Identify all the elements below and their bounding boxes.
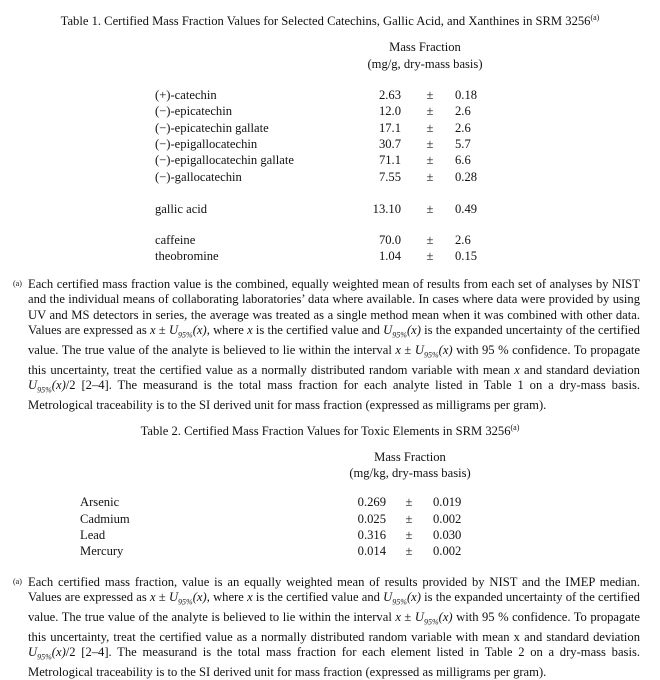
footnote-text (193, 590, 207, 604)
table-1-title-text: Table 1. Certified Mass Fraction Values for Selected Catechins, Gallic Acid, and Xanthines in SRM 3256 (60, 14, 591, 28)
footnote-text-segment: is the expanded uncertainty of the certified value. The true value of the analyte is believed to lie within the interval (28, 322, 640, 357)
footnote-text (28, 378, 640, 412)
footnote-text (253, 590, 384, 604)
table-2-header-line2: (mg/kg, dry-mass basis) (349, 466, 471, 480)
footnote-text-segment: (x) (438, 342, 453, 357)
footnote-text (28, 645, 52, 662)
footnote-text-segment: U (28, 645, 38, 660)
footnote-text-segment: (x) (406, 590, 421, 605)
footnote-text-segment: , where (206, 322, 248, 337)
table-1-header-line2: (mg/g, dry-mass basis) (367, 57, 483, 71)
footnote-text-segment: /2 [2–4]. The measurand is the total mass fraction for each analyte listed in Table 1 on a dry-mass basis. Metrological traceability is to the SI derived unit for mass fraction (expressed as milligrams per gram). (28, 377, 640, 412)
row-value: 0.025 (357, 512, 386, 526)
footnote-text-segment: /2 [2–4]. The measurand is the total mass fraction for each element listed in Table 2 on a dry-mass basis. Metrological traceability is to the SI derived unit for mass fraction (expressed as milligrams per gram). (28, 645, 640, 680)
footnote-text-segment: , where (206, 590, 248, 605)
row-uncertainty: 0.019 (433, 495, 462, 509)
footnote-text-segment: x (514, 362, 520, 377)
row-name: caffeine (155, 233, 196, 247)
footnote-text-segment: U (383, 590, 393, 605)
row-uncertainty: 0.002 (433, 544, 462, 558)
footnote-text-segment: and standard deviation (519, 362, 640, 377)
footnote-text (52, 378, 66, 392)
footnote-marker: (a) (510, 423, 520, 432)
footnote-text-segment: ± (400, 610, 415, 625)
footnote-text-segment: ± (155, 322, 169, 337)
table-1-title (0, 10, 660, 29)
row-uncertainty: 2.6 (455, 233, 471, 247)
row-uncertainty: 0.28 (455, 170, 478, 184)
plus-minus-sign: ± (426, 249, 434, 263)
plus-minus-sign: ± (426, 137, 434, 151)
plus-minus-sign: ± (426, 153, 434, 167)
footnote-text (28, 645, 640, 679)
row-value: 0.269 (357, 495, 386, 509)
table-2-title-text: Table 2. Certified Mass Fraction Values for Toxic Elements in SRM 3256 (140, 424, 511, 438)
footnote-text-segment: x (247, 590, 253, 605)
footnote-marker: (a) (13, 279, 22, 288)
footnote-text-segment: (x) (192, 590, 207, 605)
row-name: theobromine (155, 249, 219, 263)
row-uncertainty: 6.6 (455, 153, 471, 167)
subscript: 95% (37, 385, 52, 395)
footnote-text-segment: (x) (51, 645, 66, 660)
row-name: Mercury (80, 544, 124, 558)
footnote-text-segment: x (149, 322, 156, 337)
subscript: 95% (423, 350, 439, 360)
row-uncertainty: 0.49 (455, 202, 478, 216)
footnote-text-segment: ± (400, 342, 415, 357)
row-name: Cadmium (80, 512, 130, 526)
plus-minus-sign: ± (426, 170, 434, 184)
footnote-text-segment: ± (155, 590, 169, 605)
footnote-text (156, 590, 169, 604)
subscript: 95% (392, 330, 407, 340)
row-value: 13.10 (372, 202, 401, 216)
footnote-text (401, 610, 415, 624)
row-value: 0.316 (357, 528, 386, 542)
footnote-text (168, 322, 193, 340)
row-value: 71.1 (378, 153, 401, 167)
footnote-text-segment: Each certified mass fraction value is the combined, equally weighted mean of results from each set of analyses by NIST and the individual means of collaborating laboratories’ data where available. In cases where data were provided by using UV and MS detectors in series, the average was treated as a single method mean when it was combined with other data. Values are expressed as (28, 277, 640, 337)
footnote-text-segment: U (168, 322, 179, 337)
footnote-text-segment: U (414, 342, 424, 357)
row-value: 70.0 (378, 233, 401, 247)
footnote-text (401, 343, 415, 357)
footnote-text-segment: U (383, 322, 393, 337)
footnote-text-segment: with 95 % confidence. To propagate this uncertainty, treat the certified value as a normally distributed random variable with mean x and standard deviation (28, 610, 640, 644)
footnote-text-segment: x (247, 322, 253, 337)
plus-minus-sign: ± (426, 88, 434, 102)
row-uncertainty: 0.18 (455, 88, 478, 102)
table-2-title (0, 420, 660, 439)
plus-minus-sign: ± (405, 495, 413, 509)
footnote-text-segment: Each certified mass fraction, value is an equally weighted mean of results provided by NIST and the IMEP median. Values are expressed as (28, 575, 640, 605)
plus-minus-sign: ± (405, 528, 413, 542)
row-name: (−)-epigallocatechin (155, 137, 258, 151)
footnote-text-segment: U (414, 610, 424, 625)
footnote-text (207, 590, 247, 604)
footnote-text (52, 645, 66, 659)
row-name: (−)-epigallocatechin gallate (155, 153, 294, 167)
footnote-text-segment: U (168, 590, 179, 605)
row-value: 1.04 (378, 249, 401, 263)
footnote-text (193, 323, 207, 337)
subscript: 95% (423, 617, 439, 627)
footnote-text-segment: U (28, 377, 38, 392)
footnote-text-segment: x (395, 610, 401, 625)
footnote-text (168, 590, 193, 607)
footnote-text-segment: (x) (192, 322, 207, 337)
subscript: 95% (392, 597, 407, 607)
subscript: 95% (37, 652, 52, 662)
plus-minus-sign: ± (426, 202, 434, 216)
footnote-text (407, 590, 421, 604)
row-value: 7.55 (378, 170, 401, 184)
footnote-text-segment: with 95 % confidence. To propagate this uncertainty, treat the certified value as a normally distributed random variable with mean (28, 342, 640, 377)
table-1-header-line1: Mass Fraction (389, 40, 461, 54)
footnote-text (414, 342, 439, 360)
row-name: (−)-epicatechin (155, 104, 233, 118)
row-value: 2.63 (378, 88, 401, 102)
row-uncertainty: 0.002 (433, 512, 462, 526)
footnote-text (383, 590, 407, 607)
row-uncertainty: 0.030 (433, 528, 462, 542)
footnote-marker: (a) (13, 577, 22, 586)
footnote-text (407, 323, 421, 337)
row-uncertainty: 0.15 (455, 249, 478, 263)
table-1-footnote (13, 277, 640, 413)
footnote-text (383, 322, 407, 340)
plus-minus-sign: ± (426, 121, 434, 135)
footnote-text-segment: x (395, 342, 401, 357)
footnote-text-segment: is the expanded uncertainty of the certified value. The true value of the analyte is believed to lie within the interval (28, 590, 640, 625)
table-2-footnote (13, 575, 640, 680)
footnote-text-segment: is the certified value and (252, 590, 384, 605)
row-uncertainty: 2.6 (455, 104, 471, 118)
footnote-text (414, 610, 439, 627)
footnote-text (207, 323, 247, 337)
footnote-text-segment: (x) (406, 322, 421, 337)
table-2-header-line1: Mass Fraction (374, 450, 446, 464)
row-name: (+)-catechin (155, 88, 217, 102)
footnote-text (520, 363, 640, 377)
subscript: 95% (178, 597, 193, 607)
row-name: gallic acid (155, 202, 208, 216)
row-value: 12.0 (378, 104, 401, 118)
footnote-text-segment: is the certified value and (252, 322, 384, 337)
row-value: 17.1 (378, 121, 401, 135)
row-name: Arsenic (80, 495, 120, 509)
row-uncertainty: 5.7 (455, 137, 471, 151)
footnote-marker: (a) (590, 13, 600, 22)
footnote-text-segment: x (149, 590, 156, 605)
plus-minus-sign: ± (426, 233, 434, 247)
plus-minus-sign: ± (405, 512, 413, 526)
plus-minus-sign: ± (426, 104, 434, 118)
row-value: 30.7 (378, 137, 401, 151)
plus-minus-sign: ± (405, 544, 413, 558)
footnote-text (28, 377, 52, 395)
footnote-text-segment: (x) (438, 610, 453, 625)
footnote-text (439, 343, 453, 357)
row-name: Lead (80, 528, 106, 542)
footnote-text-segment: (x) (51, 377, 66, 392)
row-name: (−)-gallocatechin (155, 170, 242, 184)
footnote-text (156, 323, 169, 337)
footnote-text (253, 323, 384, 337)
footnote-text (439, 610, 453, 624)
row-uncertainty: 2.6 (455, 121, 471, 135)
subscript: 95% (178, 330, 193, 340)
row-value: 0.014 (357, 544, 386, 558)
row-name: (−)-epicatechin gallate (155, 121, 269, 135)
